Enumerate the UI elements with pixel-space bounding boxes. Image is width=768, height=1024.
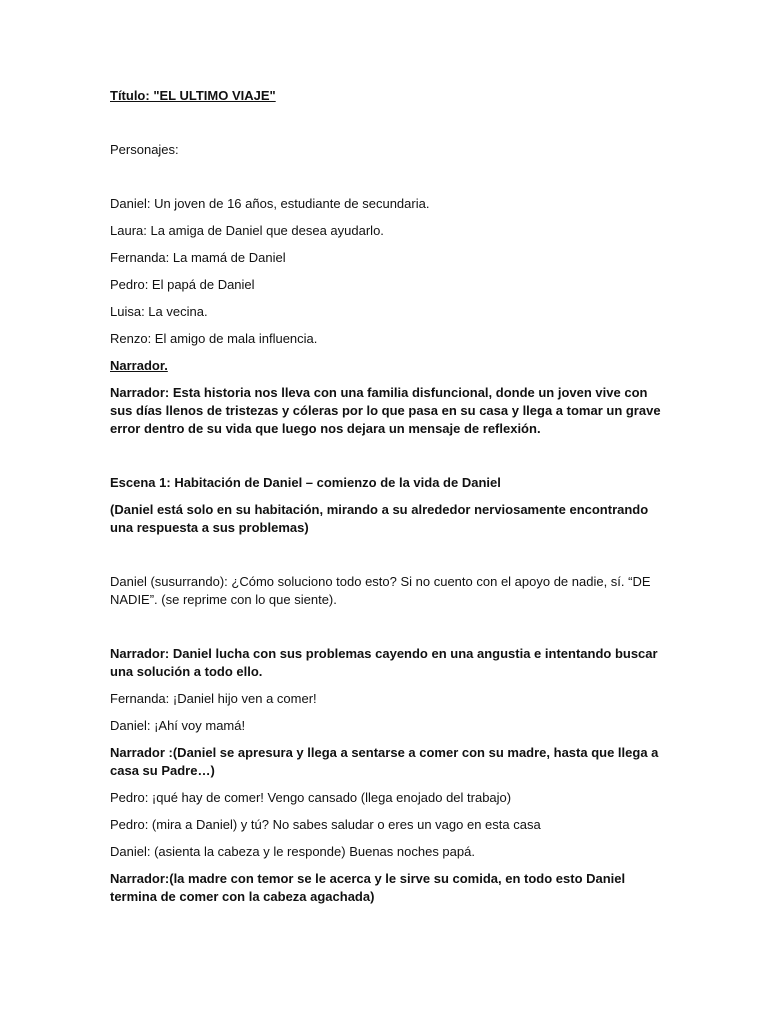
dialogue-line: Pedro: (mira a Daniel) y tú? No sabes saludar o eres un vago en esta casa [110,817,541,832]
document-page [110,87,670,906]
character-daniel: Daniel: Un joven de 16 años, estudiante de secundaria. [110,196,430,211]
character-pedro: Pedro: El papá de Daniel [110,277,255,292]
character-laura: Laura: La amiga de Daniel que desea ayudarlo. [110,223,384,238]
dialogue-line: Pedro: ¡qué hay de comer! Vengo cansado (llega enojado del trabajo) [110,790,512,805]
dialogue-line: Daniel: (asienta la cabeza y le responde) Buenas noches papá. [110,844,475,859]
character-renzo: Renzo: El amigo de mala influencia. [110,331,318,346]
narrator-line: Narrador:(la madre con temor se le acerca y le sirve su comida, en todo esto Daniel termina de comer con la cabeza agachada) [110,871,626,904]
narrator-heading: Narrador. [110,358,168,373]
narrator-line: Narrador :(Daniel se apresura y llega a sentarse a comer con su madre, hasta que llega a casa su Padre…) [110,745,659,778]
dialogue-line: Daniel: ¡Ahí voy mamá! [110,718,246,733]
document-title: Título: "EL ULTIMO VIAJE" [110,88,276,103]
character-luisa: Luisa: La vecina. [110,304,208,319]
dialogue-line: Daniel (susurrando): ¿Cómo soluciono todo esto? Si no cuento con el apoyo de nadie, sí. “DE NADIE”. (se reprime con lo que siente). [110,574,651,607]
dialogue-line: Fernanda: ¡Daniel hijo ven a comer! [110,691,317,706]
intro-paragraph: Narrador: Esta historia nos lleva con una familia disfuncional, donde un joven vive con sus días llenos de tristezas y cóleras por lo que pasa en su casa y llega a tomar un grave error dentro de su vida que luego nos dejara un mensaje de reflexión. [110,385,661,436]
scene1-heading: Escena 1: Habitación de Daniel – comienzo de la vida de Daniel [110,475,501,490]
narrator-line: Narrador: Daniel lucha con sus problemas cayendo en una angustia e intentando buscar una solución a todo ello. [110,646,658,679]
characters-heading: Personajes: [110,142,179,157]
character-fernanda: Fernanda: La mamá de Daniel [110,250,286,265]
scene1-direction: (Daniel está solo en su habitación, mirando a su alrededor nerviosamente encontrando una respuesta a sus problemas) [110,502,649,535]
